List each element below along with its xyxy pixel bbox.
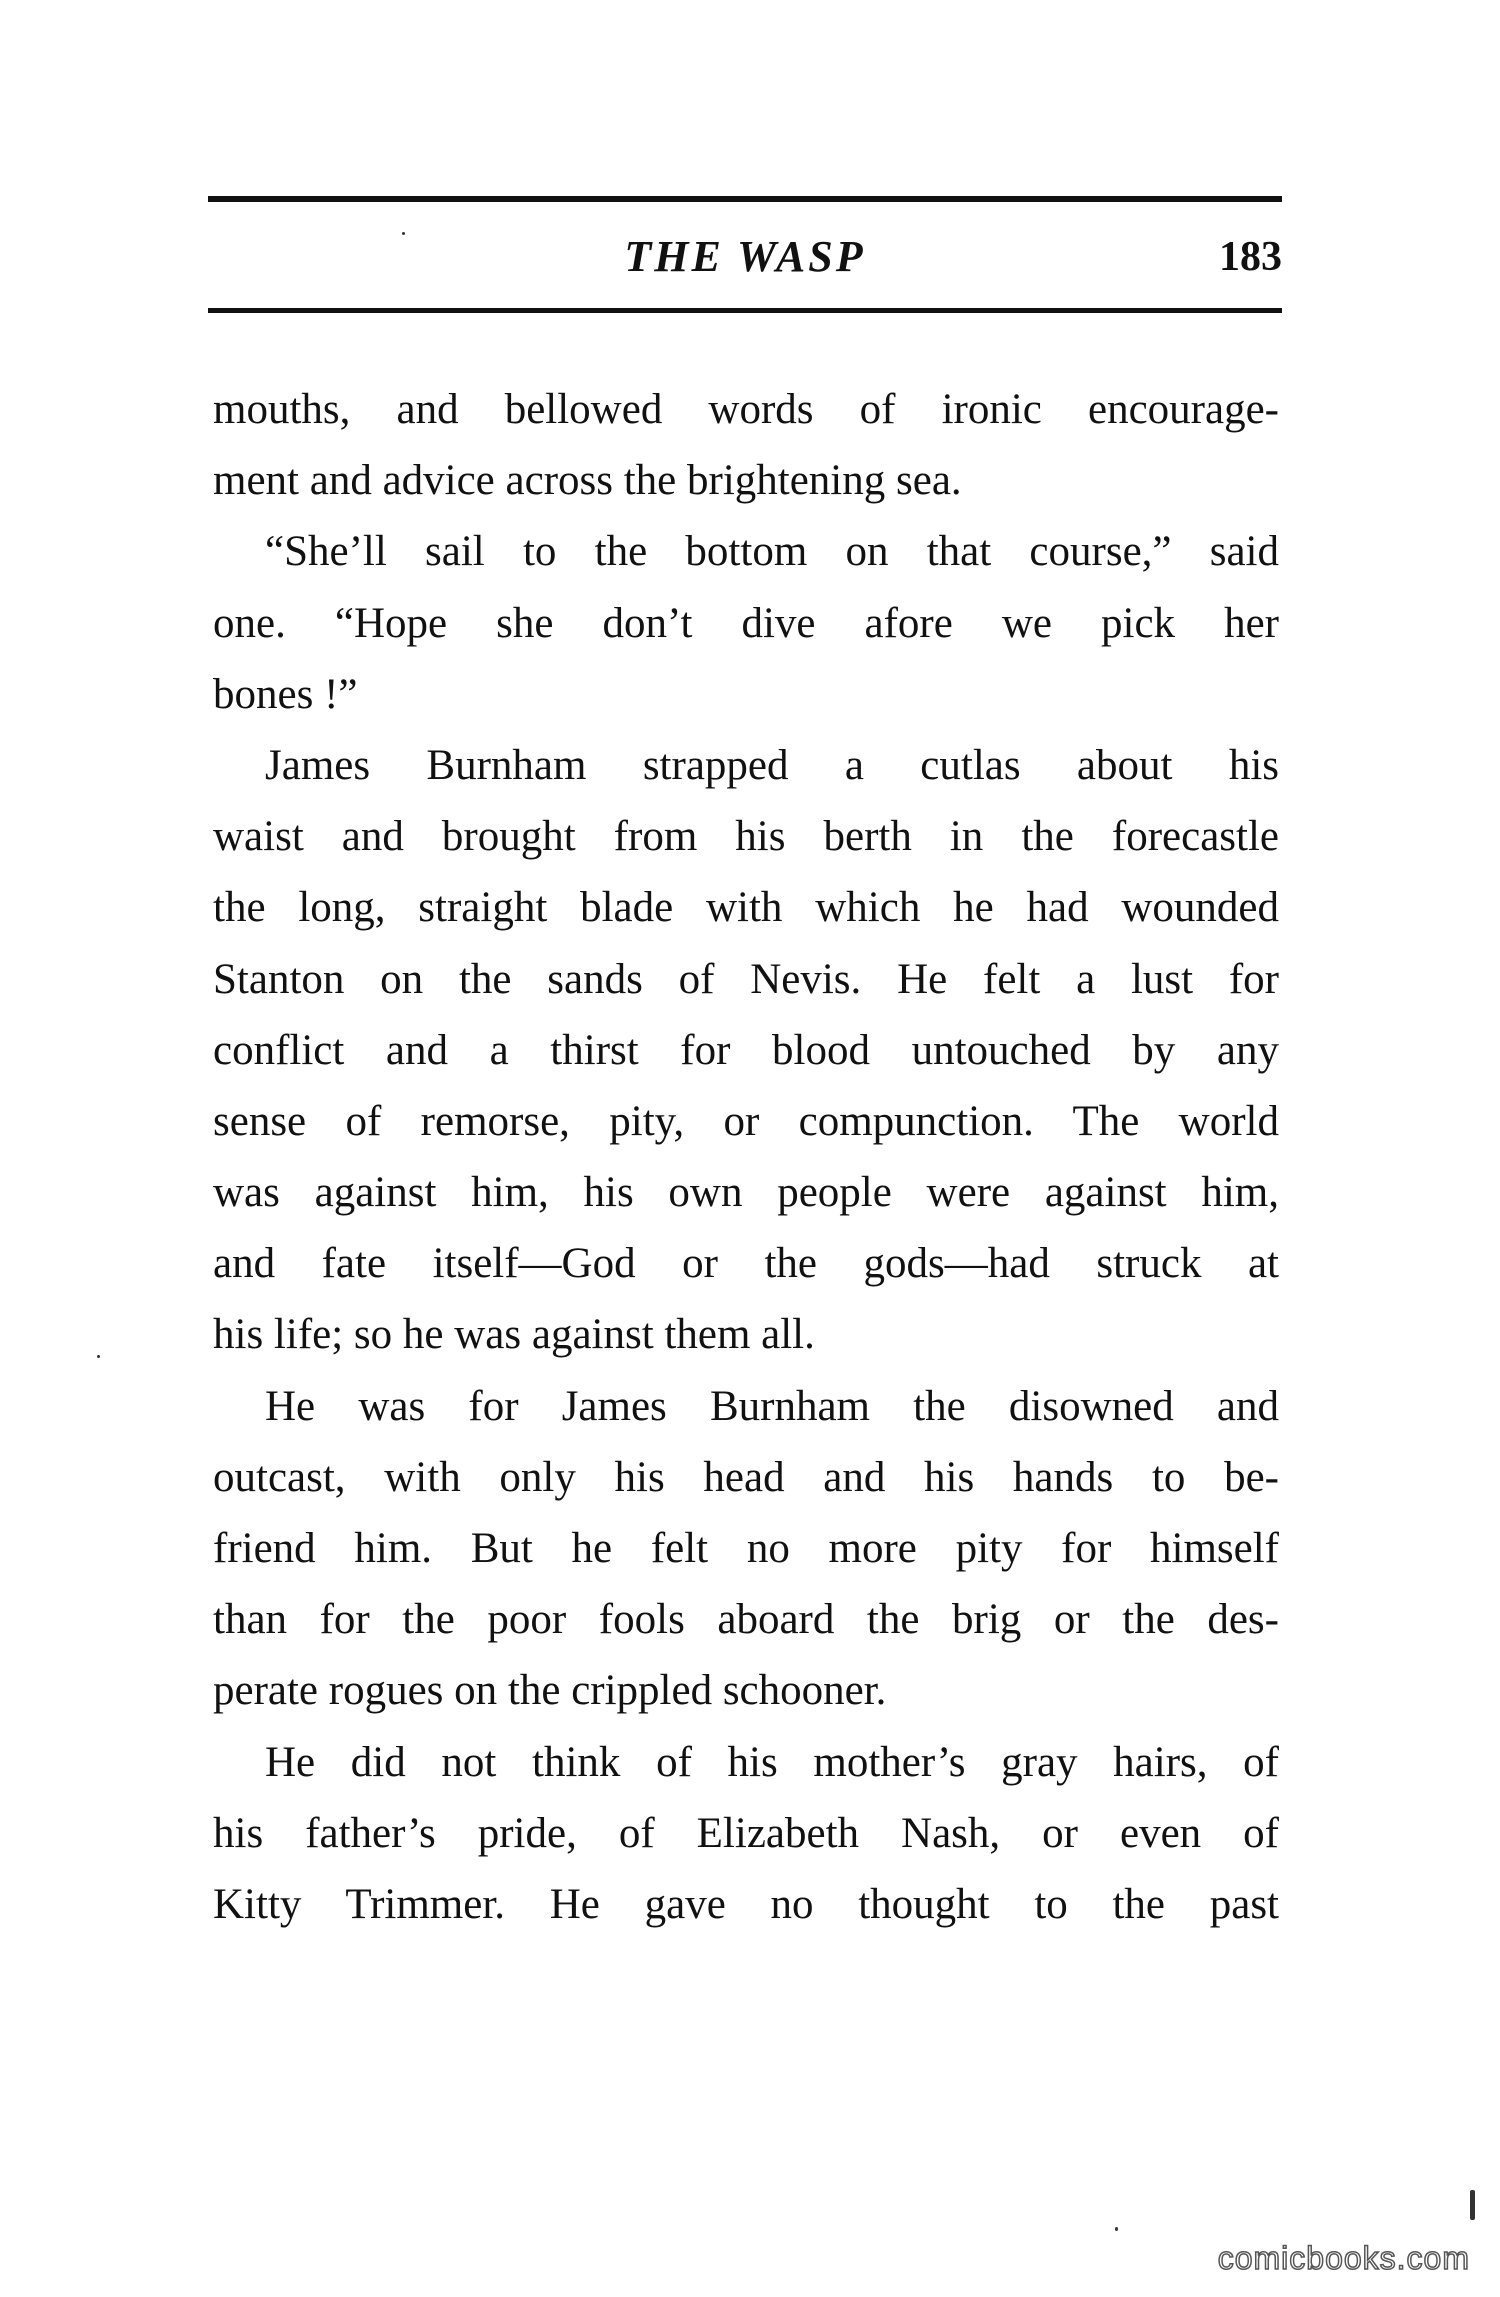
- watermark-logo: comicbooks.com: [1217, 2240, 1470, 2276]
- running-title: THE WASP: [624, 232, 866, 281]
- page-number: 183: [1219, 234, 1282, 280]
- text-line: bones !”: [213, 670, 358, 718]
- header-rule-bottom: [208, 308, 1282, 313]
- body-text: [213, 374, 1279, 1940]
- text-line: ment and advice across the brightening sea.: [213, 457, 962, 505]
- text-line: sense of remorse, pity, or compunction. The world: [213, 1097, 1279, 1145]
- text-line: Kitty Trimmer. He gave no thought to the past: [213, 1880, 1279, 1928]
- text-line: his life; so he was against them all.: [213, 1311, 815, 1359]
- text-line: conflict and a thirst for blood untouched by any: [213, 1026, 1279, 1074]
- header-rule-top: [208, 196, 1282, 202]
- text-line: his father’s pride, of Elizabeth Nash, or even of: [213, 1809, 1279, 1857]
- text-line: “She’ll sail to the bottom on that course,” said: [265, 528, 1279, 576]
- print-speck: [1470, 2190, 1475, 2220]
- text-line: the long, straight blade with which he had wounded: [213, 884, 1279, 932]
- text-line: friend him. But he felt no more pity for himself: [213, 1525, 1279, 1572]
- text-line: than for the poor fools aboard the brig or the des-: [213, 1596, 1279, 1644]
- text-line: perate rogues on the crippled schooner.: [213, 1667, 887, 1715]
- print-speck: [97, 1355, 100, 1358]
- text-line: waist and brought from his berth in the forecastle: [213, 813, 1279, 861]
- text-line: Stanton on the sands of Nevis. He felt a lust for: [213, 955, 1279, 1003]
- text-line: He was for James Burnham the disowned and: [265, 1382, 1279, 1430]
- text-line: mouths, and bellowed words of ironic encourage-: [213, 386, 1279, 433]
- text-line: was against him, his own people were against him,: [213, 1169, 1279, 1217]
- text-line: one. “Hope she don’t dive afore we pick her: [213, 599, 1279, 647]
- text-line: and fate itself—God or the gods—had struck at: [213, 1240, 1279, 1288]
- running-head: [208, 222, 1282, 292]
- text-line: He did not think of his mother’s gray hairs, of: [265, 1738, 1279, 1786]
- text-line: James Burnham strapped a cutlas about his: [265, 741, 1279, 789]
- print-speck: [402, 232, 405, 235]
- text-line: outcast, with only his head and his hands to be-: [213, 1453, 1279, 1501]
- print-speck: [1115, 2227, 1118, 2231]
